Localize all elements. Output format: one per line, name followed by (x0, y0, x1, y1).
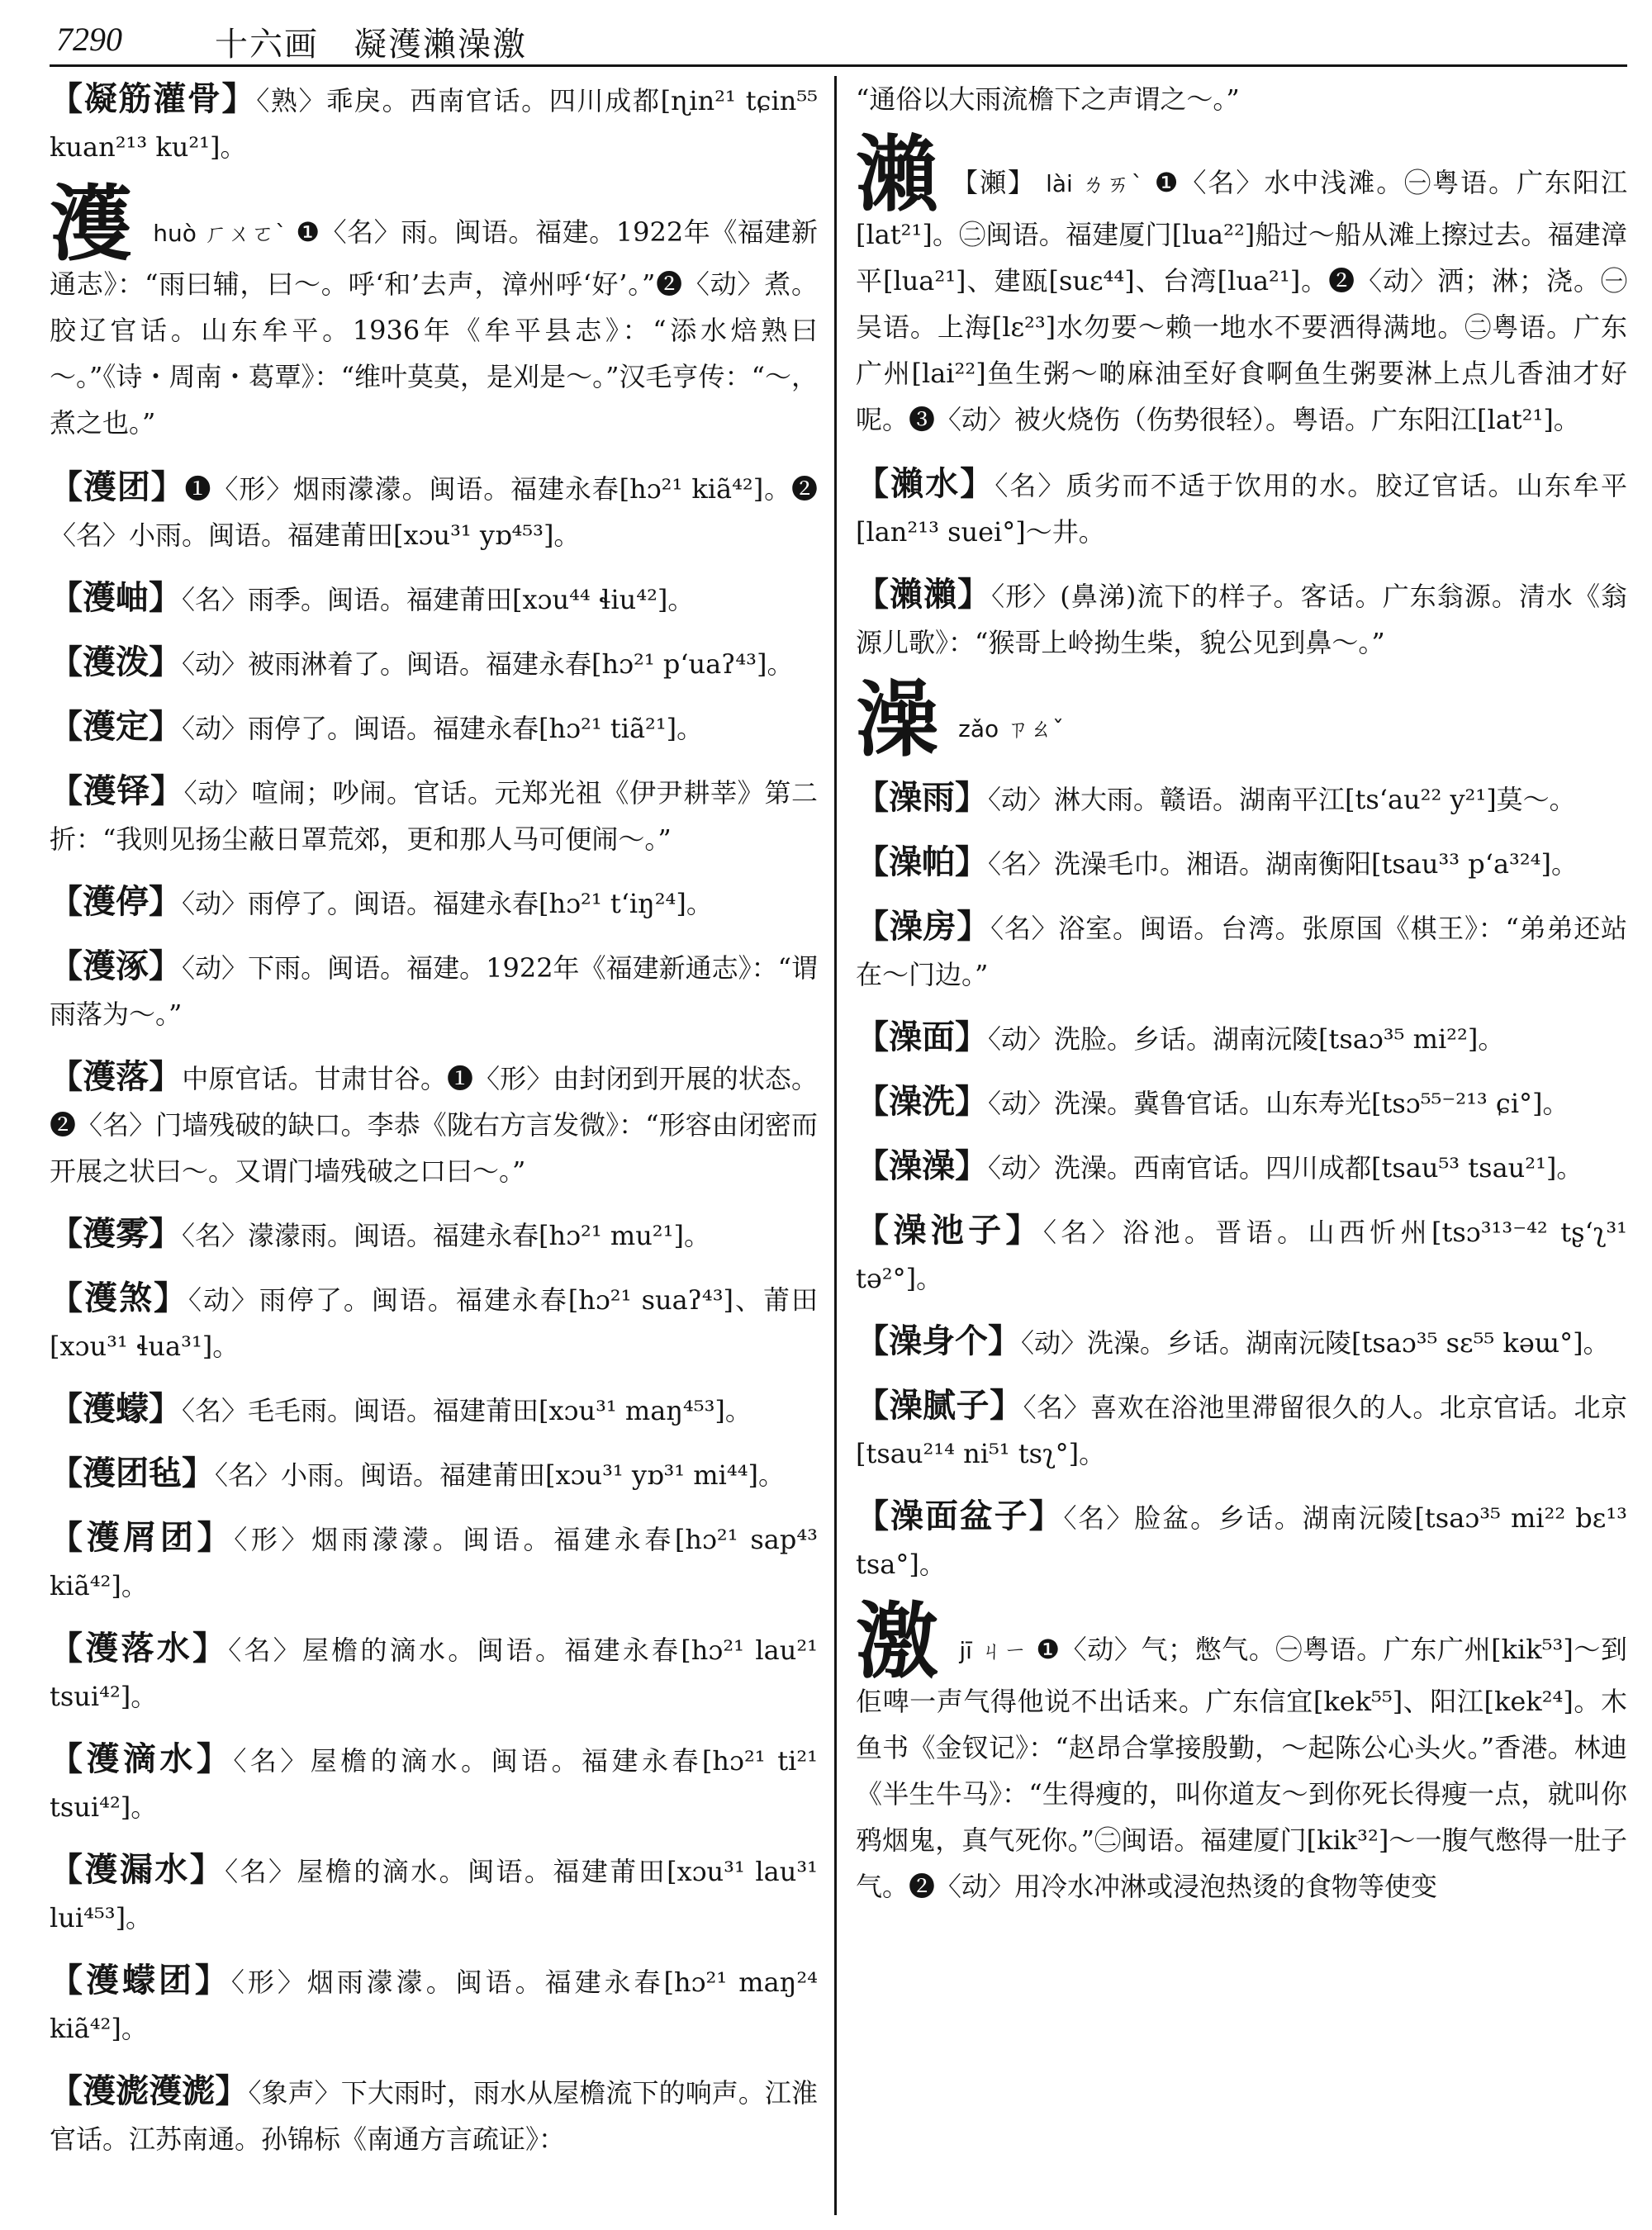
entry-headword: 【澡池子】 (856, 1211, 1043, 1250)
entry-headword: 【濩煞】 (50, 1279, 188, 1317)
entry-headword: 【濩雾】 (50, 1214, 182, 1253)
entry-headword: 【澡洗】 (856, 1082, 988, 1121)
dictionary-entry (856, 461, 1627, 555)
definition: ❶〈名〉水中浅滩。㊀粤语。广东阳江[lat²¹]。㊁闽语。福建厦门[lua²²]船过～船从滩上擦过去。福建漳平[lua²¹]、建瓯[suɛ⁴⁴]、台湾[lua²¹]。❷〈动〉洒；淋；浇。㊀吴语。上海[lɛ²³]水勿要～赖一地水不要洒得满地。㊁粤语。广东广州[lai²²]鱼生粥～啲麻油至好食啊鱼生粥要淋上点儿香油才好呢。❸〈动〉被火烧伤（伤势很轻）。粤语。广东阳江[lat²¹]。 (856, 167, 1627, 435)
dictionary-entry (50, 704, 818, 752)
dictionary-entry (50, 1386, 818, 1434)
pronunciation: huò ㄏㄨㄛˋ (153, 220, 287, 247)
entry-headword: 【濩团毡】 (50, 1454, 215, 1492)
dictionary-entry (50, 1957, 818, 2052)
entry-headword: 【濩滴水】 (50, 1739, 234, 1778)
definition: 〈名〉浴室。闽语。台湾。张原国《棋王》：“弟弟还站在～门边。” (856, 913, 1627, 990)
entry-headword: 【澡身个】 (856, 1321, 1021, 1360)
dictionary-entry (50, 1736, 818, 1830)
dictionary-entry (50, 464, 818, 558)
dictionary-entry (856, 1208, 1627, 1302)
entry-headword: 【澡腻子】 (856, 1386, 1023, 1425)
definition: 〈动〉洗澡。西南官话。四川成都[tsau⁵³ tsau²¹]。 (988, 1152, 1583, 1184)
definition: 〈名〉屋檐的滴水。闽语。福建永春[hɔ²¹ ti²¹ tsui⁴²]。 (50, 1745, 818, 1823)
entry-headword: 【澡帕】 (856, 842, 988, 881)
definition: 〈名〉雨季。闽语。福建莆田[xɔu⁴⁴ ɬiu⁴²]。 (182, 584, 695, 615)
dictionary-entry (50, 1275, 818, 1369)
definition: 〈形〉(鼻涕)流下的样子。客话。广东翁源。清水《翁源儿歌》：“猴哥上岭拗生柴，貌公见到鼻～。” (856, 581, 1627, 658)
definition: 〈动〉洗澡。冀鲁官话。山东寿光[tsɔ⁵⁵⁻²¹³ ɕi°]。 (988, 1088, 1569, 1119)
entry-headword: 【濩团】 (50, 467, 185, 506)
column-divider (834, 76, 837, 2215)
entry-headword: 【濩滮濩滮】 (50, 2071, 249, 2110)
dictionary-entry (856, 839, 1627, 887)
definition: 〈动〉下雨。闽语。福建。1922年《福建新通志》：“谓雨落为～。” (50, 952, 818, 1030)
dictionary-entry (50, 1847, 818, 1941)
page-number: 7290 (56, 21, 122, 58)
entry-headword: 【濩泼】 (50, 643, 182, 681)
entry-headword: 【澡面】 (856, 1018, 988, 1056)
entry-headword: 【濩落】 (50, 1057, 183, 1096)
definition: 〈动〉雨停了。闽语。福建永春[hɔ²¹ suaʔ⁴³]、莆田[xɔu³¹ ɬua³¹]。 (50, 1284, 818, 1362)
dictionary-entry (50, 76, 818, 170)
dictionary-entry (856, 1079, 1627, 1127)
dictionary-entry (50, 879, 818, 927)
head-character-entry (50, 175, 818, 446)
head-character: 激 (856, 1592, 939, 1690)
pronunciation: zǎo ㄗㄠˇ (958, 715, 1065, 743)
dictionary-entry (50, 943, 818, 1037)
definition: ❶〈形〉烟雨濛濛。闽语。福建永春[hɔ²¹ kiã⁴²]。❷〈名〉小雨。闽语。福建莆田[xɔu³¹ yɒ⁴⁵³]。 (50, 473, 818, 551)
dictionary-entry (50, 768, 818, 862)
definition: 〈动〉淋大雨。赣语。湖南平江[ts‘au²² y²¹]莫～。 (988, 784, 1576, 815)
definition: 〈动〉被雨淋着了。闽语。福建永春[hɔ²¹ p‘uaʔ⁴³]。 (182, 648, 794, 680)
entry-headword: 【濩屑团】 (50, 1518, 235, 1557)
definition: 〈象声〉下大雨时，雨水从屋檐流下的响声。江淮官话。江苏南通。孙锦标《南通方言疏证》： (50, 2077, 818, 2155)
dictionary-entry (856, 1014, 1627, 1062)
head-character-entry (856, 1592, 1627, 1910)
definition: ❶〈名〉雨。闽语。福建。1922年《福建新通志》：“雨曰辅，曰～。呼‘和’去声，漳州呼‘好’。”❷〈动〉煮。胶辽官话。山东牟平。1936年《牟平县志》：“添水焙熟曰～。”《诗・周南・葛覃》：“维叶莫莫，是刈是～。”汉毛亨传：“～，煮之也。” (50, 216, 818, 439)
dictionary-entry (856, 1493, 1627, 1587)
dictionary-entry (50, 575, 818, 623)
entry-headword: 【濩定】 (50, 707, 182, 746)
entry-headword: 【凝筋灌骨】 (50, 79, 257, 118)
entry-continuation: “通俗以大雨流檐下之声谓之～。” (856, 83, 1240, 115)
entry-headword: 【濩停】 (50, 882, 182, 921)
definition: 〈动〉洗澡。乡话。湖南沅陵[tsaɔ³⁵ sɛ⁵⁵ kəɯ°]。 (1021, 1327, 1610, 1359)
definition: 〈形〉烟雨濛濛。闽语。福建永春[hɔ²¹ maŋ²⁴ kiã⁴²]。 (50, 1967, 818, 2044)
dictionary-entry (50, 1515, 818, 1609)
dictionary-entry (856, 775, 1627, 823)
entry-headword: 【澡雨】 (856, 778, 988, 817)
head-character: 瀨 (856, 126, 940, 223)
entry-headword: 【澡房】 (856, 907, 991, 946)
definition: 〈名〉浴池。晋语。山西忻州[tsɔ³¹³⁻⁴² tʂ‘ʅ³¹ tə²°]。 (856, 1217, 1627, 1294)
dictionary-entry (856, 904, 1627, 998)
dictionary-entry (856, 1383, 1627, 1477)
pronunciation: lài ㄌㄞˋ (1046, 170, 1145, 197)
header-rule (50, 64, 1627, 67)
running-head: 十六画 凝濩瀨澡激 (215, 26, 527, 64)
dictionary-entry (50, 639, 818, 687)
definition: 〈名〉毛毛雨。闽语。福建莆田[xɔu³¹ maŋ⁴⁵³]。 (182, 1395, 752, 1426)
dictionary-entry (50, 1054, 818, 1194)
entry-headword: 【澡澡】 (856, 1146, 988, 1185)
head-character-entry (856, 126, 1627, 443)
left-column (50, 76, 818, 2179)
entry-headword: 【濩漏水】 (50, 1850, 225, 1889)
definition: 〈名〉喜欢在浴池里滞留很久的人。北京官话。北京[tsau²¹⁴ ni⁵¹ tsʅ°]。 (856, 1392, 1627, 1469)
pronunciation: jī ㄐㄧ (959, 1637, 1028, 1664)
definition: 〈动〉雨停了。闽语。福建永春[hɔ²¹ t‘iŋ²⁴]。 (182, 888, 713, 919)
right-column (856, 76, 1627, 1928)
entry-headword: 【瀨水】 (856, 464, 995, 503)
entry-headword: 【澡面盆子】 (856, 1497, 1064, 1535)
dictionary-entry (50, 1625, 818, 1720)
definition: 中原官话。甘肃甘谷。❶〈形〉由封闭到开展的状态。❷〈名〉门墙残破的缺口。李恭《陇右方言发微》：“形容由闭密而开展之状曰～。又谓门墙残破之口曰～。” (50, 1063, 818, 1187)
definition: 〈名〉脸盆。乡话。湖南沅陵[tsaɔ³⁵ mi²² bɛ¹³ tsa°]。 (856, 1502, 1627, 1580)
definition: 〈名〉屋檐的滴水。闽语。福建莆田[xɔu³¹ lau³¹ lui⁴⁵³]。 (50, 1856, 818, 1933)
entry-headword: 【瀨瀨】 (856, 575, 992, 614)
dictionary-entry (50, 1211, 818, 1259)
entry-headword: 【濩落水】 (50, 1629, 229, 1668)
definition: 〈名〉小雨。闽语。福建莆田[xɔu³¹ yɒ³¹ mi⁴⁴]。 (215, 1459, 786, 1491)
entry-headword: 【濩涿】 (50, 947, 183, 985)
page-header (50, 15, 1627, 64)
definition: 〈动〉雨停了。闽语。福建永春[hɔ²¹ tiã²¹]。 (182, 713, 704, 744)
head-character-entry (856, 671, 1627, 768)
entry-headword: 【濩铎】 (50, 771, 184, 810)
dictionary-entry (856, 1143, 1627, 1191)
dictionary-entry (50, 2068, 818, 2162)
dictionary-entry (50, 1450, 818, 1498)
head-character: 濩 (50, 175, 133, 273)
dictionary-entry (856, 1318, 1627, 1366)
definition: 〈形〉烟雨濛濛。闽语。福建永春[hɔ²¹ sap⁴³ kiã⁴²]。 (50, 1524, 818, 1601)
head-character: 澡 (856, 671, 938, 768)
definition: ❶〈动〉气；憋气。㊀粤语。广东广州[kik⁵³]～到佢啤一声气得他说不出话来。广东信宜[kek⁵⁵]、阳江[kek²⁴]。木鱼书《金钗记》：“赵昂合掌接殷勤，～起陈公心头火。”香港。林迪《半生牛马》：“生得瘦的，叫你道友～到你死长得瘦一点，就叫你鸦烟鬼，真气死你。”㊁闽语。福建厦门[kik³²]～一腹气憋得一肚子气。❷〈动〉用冷水冲淋或浸泡热烫的食物等使变 (856, 1634, 1627, 1902)
definition: 〈名〉质劣而不适于饮用的水。胶辽官话。山东牟平[lan²¹³ suei°]～井。 (856, 470, 1627, 548)
definition: 〈名〉濛濛雨。闽语。福建永春[hɔ²¹ mu²¹]。 (182, 1220, 710, 1251)
definition: 〈名〉屋檐的滴水。闽语。福建永春[hɔ²¹ lau²¹ tsui⁴²]。 (50, 1635, 818, 1712)
definition: 〈名〉洗澡毛巾。湘语。湖南衡阳[tsau³³ p‘a³²⁴]。 (988, 848, 1578, 880)
definition: 〈动〉喧闹；吵闹。官话。元郑光祖《伊尹耕莘》第二折：“我则见扬尘蔽日罩荒郊，更和那人马可便闹～。” (50, 777, 818, 855)
entry-headword: 【濩蠓团】 (50, 1961, 231, 2000)
dictionary-entry (856, 572, 1627, 666)
definition: 〈动〉洗脸。乡话。湖南沅陵[tsaɔ³⁵ mi²²]。 (988, 1023, 1505, 1055)
entry-headword: 【濩岫】 (50, 578, 182, 617)
variant-form: 【瀬】 (951, 167, 1036, 198)
entry-headword: 【濩蠓】 (50, 1389, 182, 1428)
definition: 〈熟〉乖戾。西南官话。四川成都[ɳin²¹ tɕin⁵⁵ kuan²¹³ ku²¹]。 (50, 85, 818, 163)
